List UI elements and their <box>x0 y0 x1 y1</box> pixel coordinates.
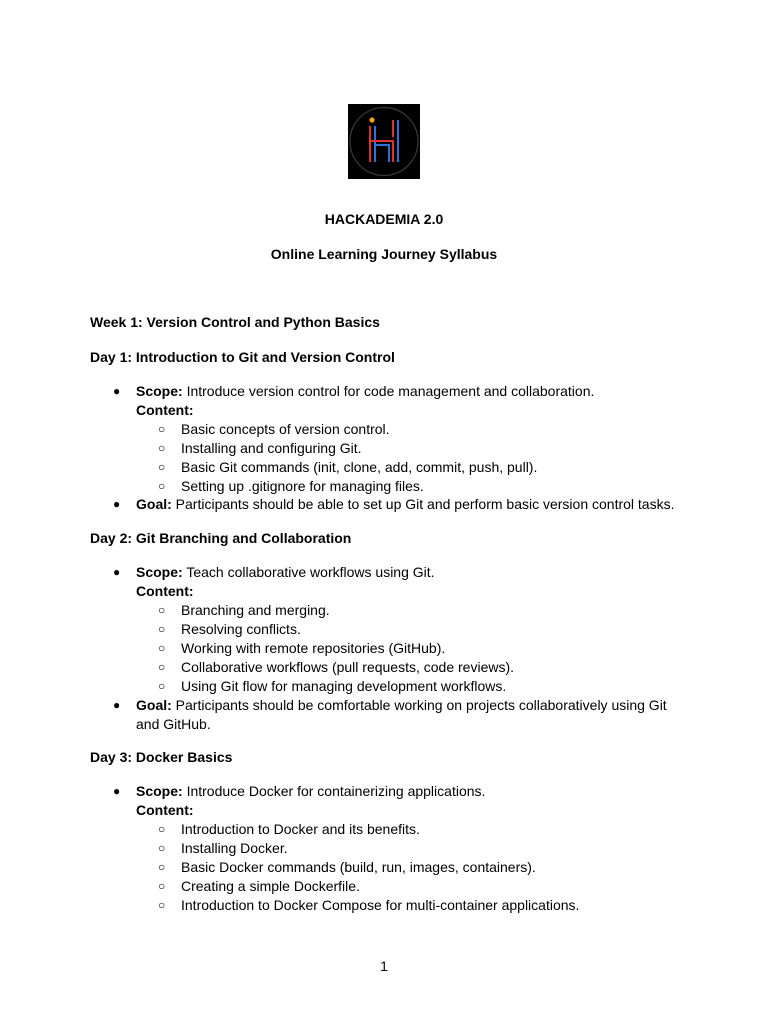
list-item: Installing and configuring Git. <box>181 440 362 456</box>
sub-bullet: ○ <box>158 660 166 674</box>
day-heading: Day 3: Docker Basics <box>90 749 233 765</box>
goal-text: Participants should be able to set up Git and perform basic version control tasks. <box>171 496 675 512</box>
list-bullet: ● <box>113 565 121 579</box>
scope-label: Scope: <box>136 564 183 580</box>
document-title: HACKADEMIA 2.0 <box>324 211 444 227</box>
scope-line <box>136 782 485 800</box>
list-item: Introduction to Docker Compose for multi-container applications. <box>181 897 580 913</box>
scope-text: Introduce version control for code management and collaboration. <box>182 383 595 399</box>
goal-line <box>136 696 667 714</box>
sub-bullet: ○ <box>158 603 166 617</box>
sub-bullet: ○ <box>158 422 166 436</box>
scope-text: Introduce Docker for containerizing applications. <box>182 783 486 799</box>
sub-bullet: ○ <box>158 822 166 836</box>
list-item: Using Git flow for managing development workflows. <box>181 678 507 694</box>
list-item: Basic Docker commands (build, run, images, containers). <box>181 859 536 875</box>
goal-line <box>136 495 674 513</box>
content-label: Content: <box>136 802 194 818</box>
scope-label: Scope: <box>136 783 183 799</box>
day-heading: Day 2: Git Branching and Collaboration <box>90 530 352 546</box>
sub-bullet: ○ <box>158 860 166 874</box>
list-item: Installing Docker. <box>181 840 288 856</box>
scope-line <box>136 563 435 581</box>
scope-line <box>136 382 594 400</box>
sub-bullet: ○ <box>158 679 166 693</box>
sub-bullet: ○ <box>158 460 166 474</box>
list-item: Basic Git commands (init, clone, add, commit, push, pull). <box>181 459 538 475</box>
list-item: Collaborative workflows (pull requests, code reviews). <box>181 659 515 675</box>
list-bullet: ● <box>113 384 121 398</box>
sub-bullet: ○ <box>158 879 166 893</box>
scope-label: Scope: <box>136 383 183 399</box>
goal-label: Goal: <box>136 697 172 713</box>
page-number: 1 <box>380 958 388 974</box>
goal-text: Participants should be comfortable working on projects collaboratively using Git <box>171 697 667 713</box>
document-subtitle: Online Learning Journey Syllabus <box>270 246 498 262</box>
list-item: Creating a simple Dockerfile. <box>181 878 360 894</box>
week-heading: Week 1: Version Control and Python Basics <box>90 314 380 330</box>
list-bullet: ● <box>113 698 121 712</box>
list-item: Basic concepts of version control. <box>181 421 390 437</box>
list-bullet: ● <box>113 497 121 511</box>
sub-bullet: ○ <box>158 641 166 655</box>
sub-bullet: ○ <box>158 479 166 493</box>
list-item: Introduction to Docker and its benefits. <box>181 821 420 837</box>
goal-label: Goal: <box>136 496 172 512</box>
sub-bullet: ○ <box>158 622 166 636</box>
content-label: Content: <box>136 583 194 599</box>
list-item: Resolving conflicts. <box>181 621 301 637</box>
content-label: Content: <box>136 402 194 418</box>
list-item: Setting up .gitignore for managing files. <box>181 478 424 494</box>
day-heading: Day 1: Introduction to Git and Version Control <box>90 349 395 365</box>
list-item: Branching and merging. <box>181 602 330 618</box>
goal-text-continued: and GitHub. <box>136 716 211 732</box>
list-item: Working with remote repositories (GitHub). <box>181 640 446 656</box>
sub-bullet: ○ <box>158 898 166 912</box>
scope-text: Teach collaborative workflows using Git. <box>182 564 435 580</box>
sub-bullet: ○ <box>158 841 166 855</box>
hackademia-logo-graphic <box>348 104 420 179</box>
list-bullet: ● <box>113 784 121 798</box>
hackademia-logo-icon <box>348 104 420 179</box>
sub-bullet: ○ <box>158 441 166 455</box>
